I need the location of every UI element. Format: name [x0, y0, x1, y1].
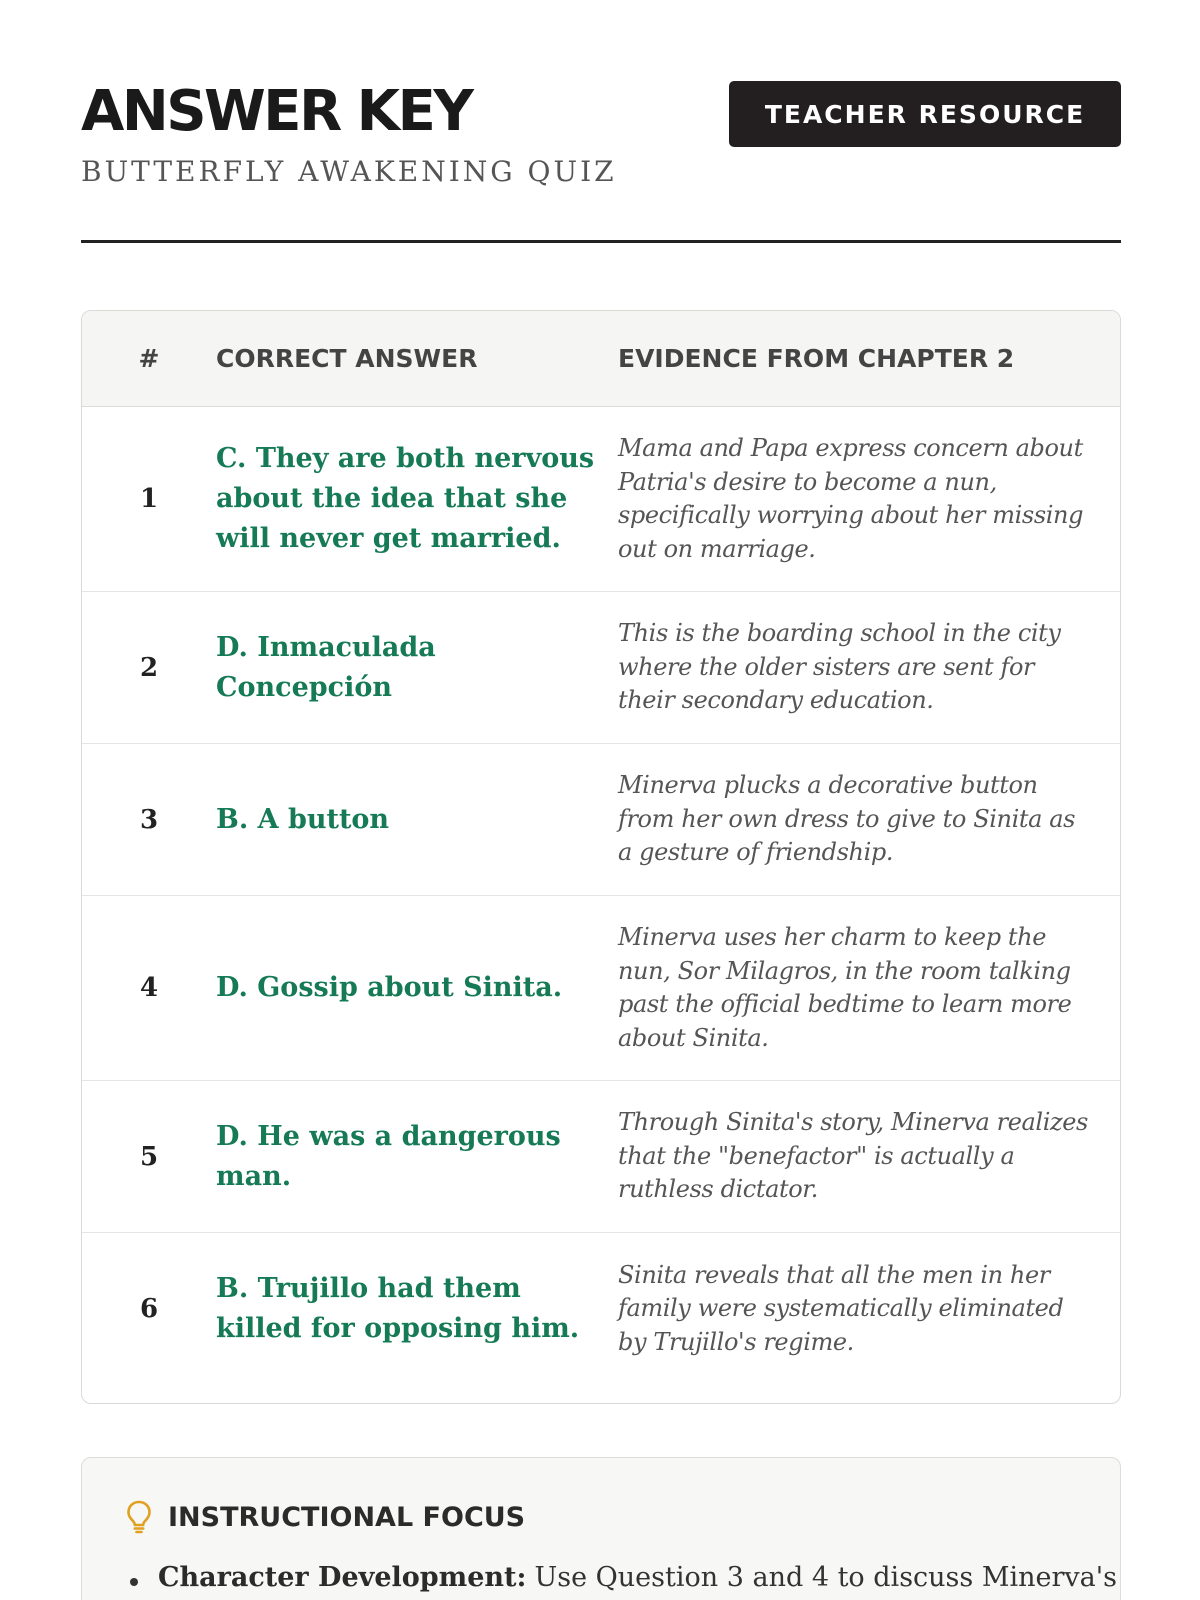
focus-title: INSTRUCTIONAL FOCUS — [168, 1501, 526, 1533]
teacher-resource-badge: TEACHER RESOURCE — [729, 81, 1121, 147]
focus-list — [126, 1562, 1118, 1593]
header-number: # — [138, 344, 160, 373]
correct-answer: C. They are both nervous about the idea that she will never get married. — [216, 443, 595, 554]
instructional-focus-card — [81, 1457, 1121, 1600]
evidence-text: Minerva plucks a decorative button from her own dress to give to Sinita as a gesture of friendship. — [618, 771, 1076, 867]
page-title: ANSWER KEY — [81, 79, 472, 144]
page-subtitle: BUTTERFLY AWAKENING QUIZ — [81, 155, 617, 188]
question-number: 5 — [139, 1141, 159, 1172]
focus-item-label: Character Development: — [158, 1562, 527, 1593]
correct-answer: D. Gossip about Sinita. — [216, 972, 563, 1003]
lightbulb-icon — [126, 1500, 152, 1534]
table-header — [82, 311, 1120, 407]
question-number: 2 — [139, 652, 159, 683]
question-number: 3 — [139, 804, 159, 835]
header — [81, 78, 1121, 244]
header-correct-answer: CORRECT ANSWER — [216, 344, 478, 373]
question-number: 4 — [139, 973, 159, 1003]
answer-table — [81, 310, 1121, 1404]
focus-heading — [126, 1500, 525, 1534]
focus-item-text: Use Question 3 and 4 to discuss Minerva's — [534, 1562, 1118, 1593]
list-item — [126, 1562, 1118, 1593]
bullet-icon — [130, 1578, 138, 1586]
evidence-text: This is the boarding school in the city where the older sisters are sent for their secondary education. — [618, 619, 1061, 715]
table-row — [82, 1081, 1120, 1233]
table-row — [82, 744, 1120, 896]
evidence-text: Sinita reveals that all the men in her family were systematically eliminated by Trujillo's regime. — [618, 1260, 1064, 1356]
table-row — [82, 1233, 1120, 1385]
question-number: 1 — [139, 484, 159, 514]
correct-answer: B. Trujillo had them killed for opposing him. — [216, 1273, 580, 1344]
correct-answer: B. A button — [216, 803, 390, 835]
correct-answer: D. He was a dangerous man. — [216, 1120, 561, 1192]
evidence-text: Mama and Papa express concern about Patria's desire to become a nun, specifically worrying about her missing out on marriage. — [618, 434, 1084, 563]
evidence-text: Through Sinita's story, Minerva realizes that the "benefactor" is actually a ruthless dictator. — [618, 1108, 1088, 1204]
evidence-text: Minerva uses her charm to keep the nun, Sor Milagros, in the room talking past the official bedtime to learn more about Sinita. — [618, 923, 1072, 1052]
header-divider — [81, 240, 1121, 243]
correct-answer: D. Inmaculada Concepción — [216, 631, 436, 703]
table-row — [82, 592, 1120, 744]
question-number: 6 — [139, 1294, 159, 1324]
table-row — [82, 896, 1120, 1081]
header-evidence: EVIDENCE FROM CHAPTER 2 — [618, 344, 1015, 373]
table-row — [82, 407, 1120, 592]
